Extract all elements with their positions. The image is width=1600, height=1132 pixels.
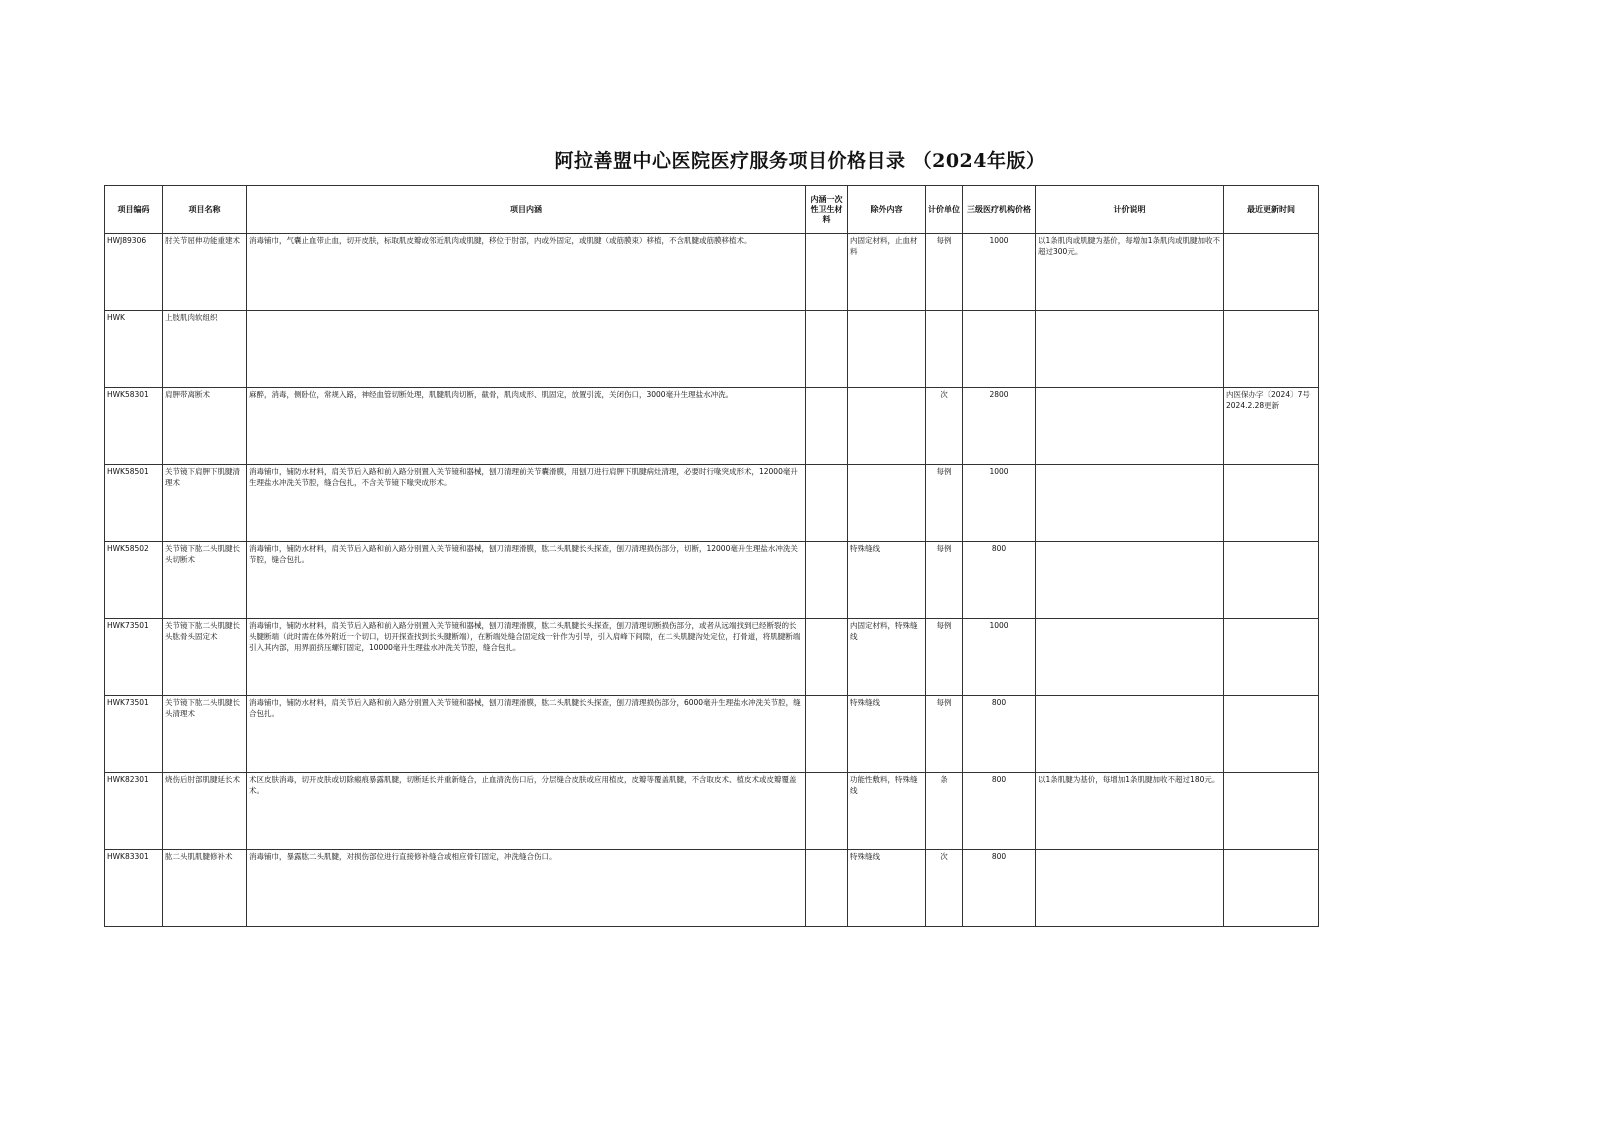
cell-pricing-note — [1036, 465, 1224, 542]
col-header-pricing-note: 计价说明 — [1036, 186, 1224, 234]
cell-content: 消毒铺巾，气囊止血带止血，切开皮肤，标取肌皮瓣或邻近肌肉或肌腱，移位于肘部，内或外固定，或肌腱（或筋膜束）移植，不含肌腱或筋膜移植术。 — [247, 234, 806, 311]
cell-exclusions: 特殊缝线 — [848, 696, 926, 773]
cell-code: HWK58301 — [105, 388, 163, 465]
table-row — [105, 773, 1319, 850]
cell-exclusions: 功能性敷料，特殊缝线 — [848, 773, 926, 850]
cell-updated — [1224, 234, 1319, 311]
cell-code: HWK — [105, 311, 163, 388]
cell-content: 消毒铺巾，铺防水材料，肩关节后入路和前入路分别置入关节镜和器械，刨刀清理滑膜，肱二头肌腱长头探查，刨刀清理损伤部分，切断，12000毫升生理盐水冲洗关节腔，缝合包扎。 — [247, 542, 806, 619]
cell-consumables — [806, 311, 848, 388]
cell-name: 关节镜下肱二头肌腱长头切断术 — [163, 542, 247, 619]
cell-price: 800 — [963, 696, 1036, 773]
cell-pricing-note — [1036, 850, 1224, 927]
cell-pricing-note — [1036, 696, 1224, 773]
cell-unit: 次 — [926, 388, 963, 465]
cell-content: 术区皮肤消毒，切开皮肤或切除瘢痕暴露肌腱，切断延长并重新缝合，止血清洗伤口后，分层缝合皮肤或应用植皮，皮瓣等覆盖肌腱，不含取皮术、植皮术或皮瓣覆盖术。 — [247, 773, 806, 850]
cell-exclusions: 特殊缝线 — [848, 850, 926, 927]
cell-pricing-note: 以1条肌肉或肌腱为基价，每增加1条肌肉或肌腱加收不超过300元。 — [1036, 234, 1224, 311]
cell-pricing-note — [1036, 388, 1224, 465]
cell-name: 关节镜下肱二头肌腱长头肱骨头固定术 — [163, 619, 247, 696]
cell-content: 消毒铺巾，暴露肱二头肌腱，对损伤部位进行直接修补缝合或相应骨钉固定，冲洗缝合伤口。 — [247, 850, 806, 927]
cell-updated — [1224, 696, 1319, 773]
cell-code: HWK82301 — [105, 773, 163, 850]
col-header-name: 项目名称 — [163, 186, 247, 234]
table-row — [105, 465, 1319, 542]
cell-updated — [1224, 542, 1319, 619]
cell-content — [247, 311, 806, 388]
cell-unit: 次 — [926, 850, 963, 927]
cell-exclusions — [848, 311, 926, 388]
cell-updated — [1224, 311, 1319, 388]
cell-updated — [1224, 773, 1319, 850]
table-row — [105, 311, 1319, 388]
cell-consumables — [806, 465, 848, 542]
cell-price: 800 — [963, 773, 1036, 850]
cell-name: 关节镜下肩胛下肌腱清理术 — [163, 465, 247, 542]
cell-content: 消毒铺巾，铺防水材料，肩关节后入路和前入路分别置入关节镜和器械，刨刀清理前关节囊滑膜，用刨刀进行肩胛下肌腱病灶清理，必要时行喙突成形术，12000毫升生理盐水冲洗关节腔，缝合包扎，不含关节镜下喙突成形术。 — [247, 465, 806, 542]
cell-price: 2800 — [963, 388, 1036, 465]
cell-code: HWK58501 — [105, 465, 163, 542]
cell-unit: 每例 — [926, 234, 963, 311]
cell-consumables — [806, 542, 848, 619]
cell-code: HWK83301 — [105, 850, 163, 927]
table-row — [105, 696, 1319, 773]
cell-unit: 条 — [926, 773, 963, 850]
cell-price: 800 — [963, 850, 1036, 927]
col-header-unit: 计价单位 — [926, 186, 963, 234]
table-row — [105, 850, 1319, 927]
table-row — [105, 234, 1319, 311]
col-header-price: 三级医疗机构价格 — [963, 186, 1036, 234]
cell-consumables — [806, 773, 848, 850]
cell-unit: 每例 — [926, 619, 963, 696]
cell-price: 800 — [963, 542, 1036, 619]
cell-exclusions: 特殊缝线 — [848, 542, 926, 619]
col-header-updated: 最近更新时间 — [1224, 186, 1319, 234]
cell-code: HWK58502 — [105, 542, 163, 619]
cell-updated — [1224, 619, 1319, 696]
col-header-exclusions: 除外内容 — [848, 186, 926, 234]
cell-price: 1000 — [963, 465, 1036, 542]
cell-name: 关节镜下肱二头肌腱长头清理术 — [163, 696, 247, 773]
cell-name: 肘关节屈伸功能重建术 — [163, 234, 247, 311]
cell-pricing-note — [1036, 542, 1224, 619]
cell-content: 麻醉，消毒，侧卧位，常规入路，神经血管切断处理，肌腱肌肉切断，截骨，肌肉成形、肌固定，放置引流，关闭伤口，3000毫升生理盐水冲洗。 — [247, 388, 806, 465]
cell-price: 1000 — [963, 619, 1036, 696]
cell-name: 上肢肌肉软组织 — [163, 311, 247, 388]
cell-updated — [1224, 850, 1319, 927]
cell-unit: 每例 — [926, 696, 963, 773]
table-row — [105, 619, 1319, 696]
cell-consumables — [806, 696, 848, 773]
cell-content: 消毒铺巾，铺防水材料，肩关节后入路和前入路分别置入关节镜和器械，刨刀清理滑膜，肱二头肌腱长头探查，刨刀清理损伤部分，6000毫升生理盐水冲洗关节腔，缝合包扎。 — [247, 696, 806, 773]
price-table — [104, 185, 1319, 927]
cell-updated — [1224, 465, 1319, 542]
cell-consumables — [806, 850, 848, 927]
cell-consumables — [806, 619, 848, 696]
cell-pricing-note — [1036, 311, 1224, 388]
cell-pricing-note: 以1条肌腱为基价，每增加1条肌腱加收不超过180元。 — [1036, 773, 1224, 850]
cell-code: HWK73501 — [105, 696, 163, 773]
cell-pricing-note — [1036, 619, 1224, 696]
table-row — [105, 388, 1319, 465]
cell-price — [963, 311, 1036, 388]
cell-code: HWK73501 — [105, 619, 163, 696]
cell-name: 肱二头肌肌腱修补术 — [163, 850, 247, 927]
cell-exclusions: 内固定材料，止血材料 — [848, 234, 926, 311]
cell-name: 肩胛带离断术 — [163, 388, 247, 465]
page-title: 阿拉善盟中心医院医疗服务项目价格目录 （2024年版） — [554, 150, 1046, 172]
cell-exclusions — [848, 465, 926, 542]
cell-unit: 每例 — [926, 465, 963, 542]
col-header-code: 项目编码 — [105, 186, 163, 234]
table-header-row — [105, 186, 1319, 234]
cell-consumables — [806, 234, 848, 311]
col-header-consumables: 内涵一次性卫生材料 — [806, 186, 848, 234]
cell-exclusions: 内固定材料，特殊缝线 — [848, 619, 926, 696]
cell-name: 烧伤后肘部肌腱延长术 — [163, 773, 247, 850]
cell-updated: 内医保办字〔2024〕7号 2024.2.28更新 — [1224, 388, 1319, 465]
cell-unit: 每例 — [926, 542, 963, 619]
col-header-content: 项目内涵 — [247, 186, 806, 234]
cell-unit — [926, 311, 963, 388]
cell-consumables — [806, 388, 848, 465]
cell-code: HWJ89306 — [105, 234, 163, 311]
cell-exclusions — [848, 388, 926, 465]
table-row — [105, 542, 1319, 619]
cell-price: 1000 — [963, 234, 1036, 311]
cell-content: 消毒铺巾，铺防水材料，肩关节后入路和前入路分别置入关节镜和器械，刨刀清理滑膜，肱二头肌腱长头探查，刨刀清理切断损伤部分，或者从远端找到已经断裂的长头腱断端（此时需在体外附近一个切口，切开探查找到长头腱断端），在断端处缝合固定线一针作为引导，引入肩峰下间隙，在二头肌腱沟处定位，打骨道，将肌腱断端引入其内部，用界面挤压螺钉固定，10000毫升生理盐水冲洗关节腔，缝合包扎。 — [247, 619, 806, 696]
